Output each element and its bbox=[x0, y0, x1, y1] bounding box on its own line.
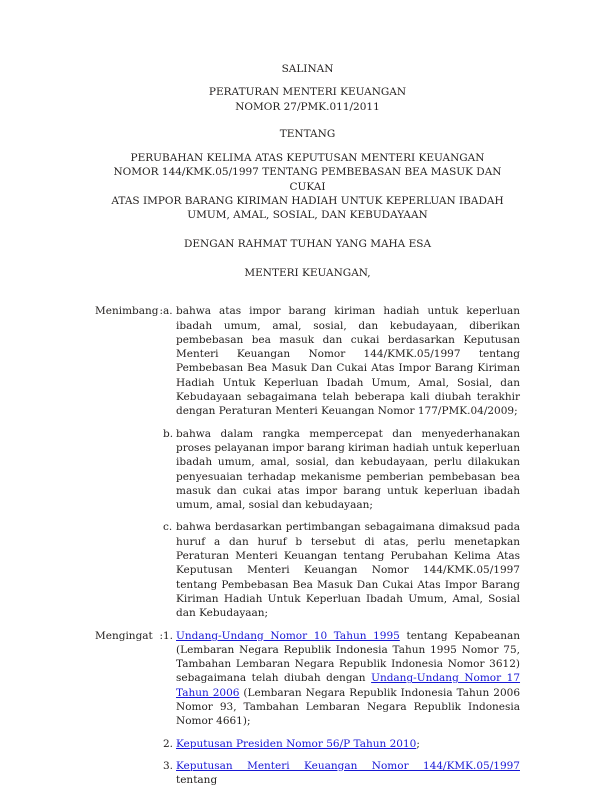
item-text bbox=[176, 759, 520, 788]
text-segment: tentang Kepabeanan (Lembaran Negara Republik Indonesia Tahun 1995 Nomor 75, Tambahan Lembaran Negara Republik Indonesia Nomor 3612) sebagaimana telah diubah dengan bbox=[176, 629, 520, 685]
legal-reference-link[interactable]: Undang-Undang Nomor 10 Tahun 1995 bbox=[176, 629, 400, 642]
doc-title-line: PERUBAHAN KELIMA ATAS KEPUTUSAN MENTERI KEUANGAN bbox=[130, 152, 485, 165]
item-text: bahwa dalam rangka mempercepat dan menyederhanakan proses pelayanan impor barang kiriman hadiah untuk keperluan ibadah umum, amal, sosial, dan kebudayaan, perlu dilakukan penyesuaian terhadap mekanisme pemberian pembebasan bea masuk dan cukai atas impor barang untuk keperluan ibadah umum, amal, sosial dan kebudayaan; bbox=[176, 427, 520, 512]
text-segment: (Lembaran Negara Republik Indonesia Tahun 2006 Nomor 93, Tambahan Lembaran Negara Republik Indonesia Nomor 4661); bbox=[176, 686, 521, 728]
doc-type: PERATURAN MENTERI KEUANGAN bbox=[208, 86, 407, 99]
item-marker: 3. bbox=[163, 759, 174, 772]
invocation: DENGAN RAHMAT TUHAN YANG MAHA ESA bbox=[183, 237, 432, 250]
considering-item bbox=[95, 427, 520, 513]
considering-section bbox=[95, 304, 520, 620]
legal-reference-link[interactable]: Keputusan Presiden Nomor 56/P Tahun 2010 bbox=[176, 737, 417, 750]
label-colon: : bbox=[159, 629, 163, 642]
recalling-item bbox=[95, 759, 520, 788]
item-marker: b. bbox=[163, 427, 174, 440]
considering-item bbox=[95, 304, 520, 418]
doc-title-line: NOMOR 144/KMK.05/1997 TENTANG PEMBEBASAN BEA MASUK DAN CUKAI bbox=[113, 166, 502, 193]
item-text: bahwa atas impor barang kiriman hadiah untuk keperluan ibadah umum, amal, sosial, dan kebudayaan, diberikan pembebasan bea masuk dan cukai berdasarkan Keputusan Menteri Keuangan Nomor 144/KMK.05/1997 tentang Pembebasan Bea Masuk Dan Cukai Atas Impor Barang Kiriman Hadiah Untuk Keperluan Ibadah Umum, Amal, Sosial, dan Kebudayaan sebagaimana telah beberapa kali diubah terakhir dengan Peraturan Menteri Keuangan Nomor 177/PMK.04/2009; bbox=[176, 305, 520, 418]
doc-number: NOMOR 27/PMK.011/2011 bbox=[235, 100, 380, 113]
recalling-item bbox=[95, 737, 520, 751]
recalling-item bbox=[95, 629, 520, 729]
item-marker: 2. bbox=[163, 737, 174, 750]
about-label: TENTANG bbox=[279, 127, 336, 140]
text-segment: tentang bbox=[176, 774, 218, 787]
item-marker: c. bbox=[163, 521, 173, 534]
item-text: bahwa berdasarkan pertimbangan sebagaimana dimaksud pada huruf a dan huruf b tersebut di atas, perlu menetapkan Peraturan Menteri Keuangan tentang Perubahan Kelima Atas Keputusan Menteri Keuangan Nomor 144/KMK.05/1997 tentang Pembebasan Bea Masuk Dan Cukai Atas Impor Barang Kiriman Hadiah Untuk Keperluan Ibadah Umum, Amal, Sosial dan Kebudayaan; bbox=[176, 521, 520, 620]
text-segment: ; bbox=[416, 737, 420, 750]
recalling-label: Mengingat : bbox=[95, 629, 163, 642]
page-content bbox=[95, 62, 520, 787]
item-text bbox=[176, 737, 520, 751]
authority-line: MENTERI KEUANGAN, bbox=[244, 266, 371, 279]
considering-item bbox=[95, 520, 520, 620]
item-text bbox=[176, 629, 520, 729]
considering-label: Menimbang : bbox=[95, 305, 163, 318]
legal-reference-link[interactable]: Keputusan Menteri Keuangan Nomor 144/KMK.05/1997 bbox=[176, 759, 520, 772]
doc-title bbox=[95, 151, 520, 222]
item-marker: a. bbox=[163, 305, 173, 318]
recalling-section bbox=[95, 629, 520, 788]
copy-label: SALINAN bbox=[281, 63, 334, 75]
doc-type-block bbox=[95, 85, 520, 114]
item-marker: 1. bbox=[163, 629, 174, 642]
legal-reference-link[interactable]: Undang-Undang Nomor 17 Tahun 2006 bbox=[176, 672, 521, 699]
doc-title-line: UMUM, AMAL, SOSIAL, DAN KEBUDAYAAN bbox=[187, 209, 428, 222]
doc-title-line: ATAS IMPOR BARANG KIRIMAN HADIAH UNTUK KEPERLUAN IBADAH bbox=[111, 195, 504, 208]
label-colon: : bbox=[159, 305, 163, 318]
